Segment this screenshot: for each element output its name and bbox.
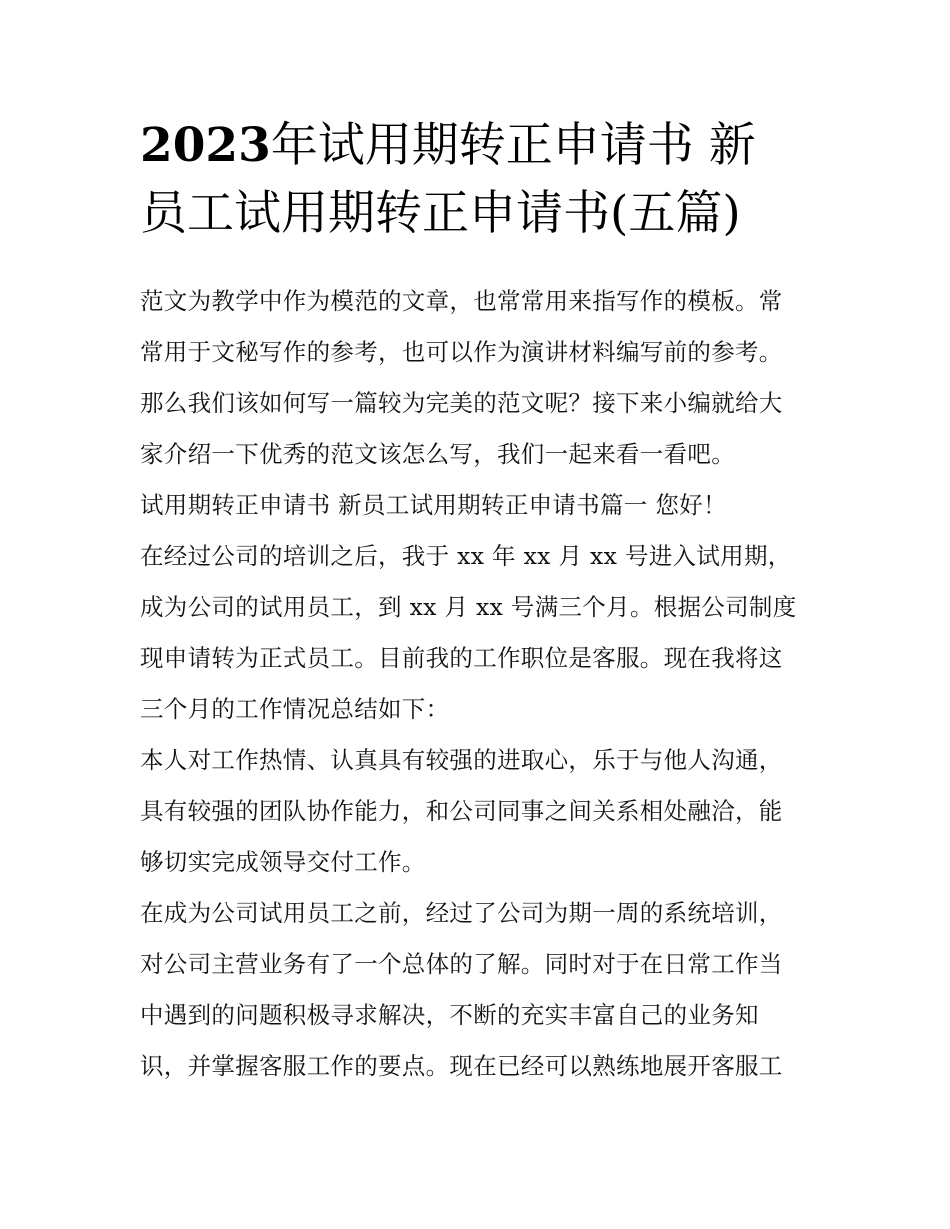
section-heading-line: 试用期转正申请书 新员工试用期转正申请书篇一 您好！	[140, 491, 727, 519]
body-line: 现申请转为正式员工。目前我的工作职位是客服。现在我将这	[140, 644, 783, 672]
body-line: 在成为公司试用员工之前，经过了公司为期一周的系统培训，	[140, 899, 783, 927]
body-line: 成为公司的试用员工，到 xx 月 xx 号满三个月。根据公司制度	[140, 593, 797, 621]
title-year: 2023	[140, 118, 271, 173]
body-line: 家介绍一下优秀的范文该怎么写，我们一起来看一看吧。	[140, 440, 735, 468]
title-line2: 员工试用期转正申请书(五篇)	[140, 186, 741, 241]
body-line: 中遇到的问题积极寻求解决，不断的充实丰富自己的业务知	[140, 1001, 759, 1029]
body-line: 具有较强的团队协作能力，和公司同事之间关系相处融洽，能	[140, 797, 783, 825]
body-line: 识，并掌握客服工作的要点。现在已经可以熟练地展开客服工	[140, 1052, 783, 1080]
body-line: 范文为教学中作为模范的文章，也常常用来指写作的模板。常	[140, 287, 783, 315]
body-line: 够切实完成领导交付工作。	[140, 848, 426, 876]
body-line: 常用于文秘写作的参考，也可以作为演讲材料编写前的参考。	[140, 338, 783, 366]
title-line1-rest: 年试用期转正申请书 新	[270, 118, 756, 173]
body-line: 在经过公司的培训之后，我于 xx 年 xx 月 xx 号进入试用期，	[140, 542, 792, 570]
body-line: 那么我们该如何写一篇较为完美的范文呢？接下来小编就给大	[140, 389, 783, 417]
body-line: 本人对工作热情、认真具有较强的进取心，乐于与他人沟通，	[140, 746, 783, 774]
body-line: 对公司主营业务有了一个总体的了解。同时对于在日常工作当	[140, 950, 783, 978]
document-title	[140, 112, 820, 248]
document-body	[140, 276, 812, 1092]
body-line: 三个月的工作情况总结如下：	[140, 695, 450, 723]
